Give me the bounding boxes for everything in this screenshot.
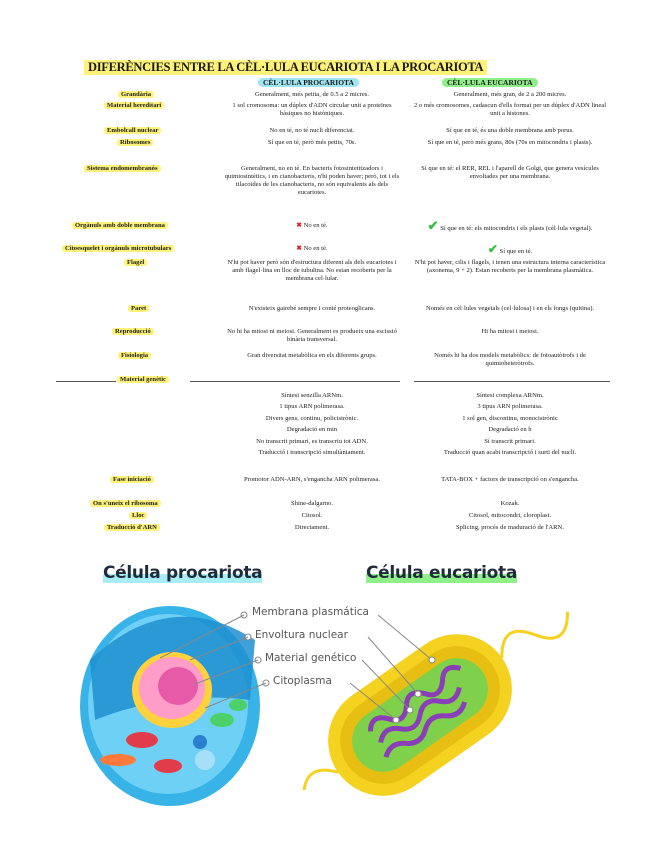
row-label: Fase iniciació [110,476,154,484]
eucariota-cell: Sí que en té: el RER, REL i l'aparell de Golgi, que genera vesícules envoltades per una membrana. [421,165,599,180]
row-label: Flagel [124,259,147,267]
row-label: Material hereditari [104,102,164,110]
row-label: Grandària [118,91,154,99]
eucariota-cell: ✔ Sí que en té: els mitocondris i els plasts (cèl·lula vegetal). [427,218,593,233]
eucariota-cell: Sí que en té, és una doble membrana amb porus. [446,127,574,134]
eucariota-cell: TATA-BOX + factors de transcripció on s'engancha. [441,476,579,483]
row-label: Orgànuls amb doble membrana [72,222,168,230]
callout-membrana: Membrana plasmática [252,606,369,618]
eucariota-cell: Hi ha mitosi i meiosi. [481,328,539,335]
eucariota-cell: N'hi pot haver, cilis i flagels, i tenen una estructura interna característica (axonema, 9 + 2). Estan recoberts per la membrana plasmàtica. [414,259,606,274]
procariota-cell: Shine-dalgarno. [291,500,333,507]
row-label: Fisiologia [118,352,151,360]
eucariota-cell: Citosol, mitocondri, cloroplast. [468,512,552,519]
procariota-cell: Sí que en té, però més petits, 70s. [267,139,357,146]
procariota-cell: Directament. [294,524,330,531]
column-header-procariota: CÈL·LULA PROCARIOTA [258,78,359,87]
procariota-cell: Promotor ADN-ARN, s'engancha ARN polimerasa. [244,476,380,483]
eucariota-cell: Només en cèl·lules vegetals (cel·lulosa) i en els fongs (quitina). [425,305,595,312]
row-label: Reproducció [112,328,154,336]
procariota-cell: No en té, no té nucli diferenciat. [269,127,355,134]
cross-icon: ✖ [296,222,302,229]
eucariota-cell: Generalment, més gran, de 2 a 200 micres. [453,91,567,98]
check-icon: ✔ [487,242,498,256]
procariota-cell: Gran diversitat metabòlica en els diferents grups. [247,352,377,359]
eucariota-cell: Només hi ha dos models metabòlics: de fotoautòtrofs i de quimioheteròtrofs. [434,352,586,367]
row-label: Lloc [129,512,147,520]
blue-cell-drawing [80,606,260,806]
figure-title-eucariota: Célula eucariota [366,563,518,583]
check-icon: ✔ [427,218,439,233]
row-label: On s'uneix el ribosoma [90,500,161,508]
procariota-cell: N'existeix gairebé sempre i conté proteoglicans. [248,305,376,312]
eucariota-cell: Síntesi complexa ARNm. 3 tipus ARN polimerasa. 1 sol gen, discontinu, monocistrònic Degradació en h Sí transcrit primari. Traducció quan acabi transcripció i surti del nucli. [443,392,577,456]
callout-material: Material genético [265,652,357,664]
eucariota-cell: 2 o més cromosomes, cadascun d'ells format per un dúplex d'ADN lineal unit a histones. [413,102,607,117]
procariota-cell: Citosol. [301,512,323,519]
document-title: DIFERÈNCIES ENTRE LA CÈL·LULA EUCARIOTA I LA PROCARIOTA [84,60,487,75]
row-label: Embolcall nuclear [104,127,161,135]
callout-citoplasma: Citoplasma [273,675,332,687]
procariota-cell: 1 sol cromosoma: un dúplex d'ADN circular unit a proteïnes bàsiques no històniques. [232,102,392,117]
column-header-eucariota: CÈL·LULA EUCARIOTA [442,78,538,87]
procariota-cell: ✖ No en té. [296,222,328,229]
row-label: Material genètic [117,376,169,384]
eucariota-cell: ✔ Sí que en té. [487,242,533,256]
eucariota-cell: Splicing, procés de maduració de l'ARN. [456,524,564,531]
row-label: Ribosomes [117,139,153,147]
callout-envoltura: Envoltura nuclear [255,629,348,641]
figure-title-procariota: Célula procariota [103,563,263,583]
procariota-cell: Generalment, més petita, de 0.5 a 2 micres. [254,91,370,98]
cross-icon: ✖ [296,245,302,252]
row-label: Citoesquelet i orgànuls microtubulars [62,245,174,253]
procariota-cell: Generalment, no en té. En bacteris fotosintetitzadors i quimiosintètics, i en cianobacteris, n'hi poden haver; però, tot i els tilacoides de les cianobacteris, no són equivalents als dels eucariotes. [224,165,400,196]
row-label: Sistema endomembranós [84,165,161,173]
eucariota-cell: Sí que en té, però més grans, 80s (70s en mitocondris i plasts). [427,139,593,146]
row-label: Paret [128,305,149,313]
procariota-cell: N'hi pot haver però són d'estructura diferent als dels eucariotes i amb flagel·lina en lloc de tubulina. No estan recoberts per la membrana cel·lular. [227,259,397,282]
procariota-cell: ✖ No en té. [296,245,328,252]
procariota-cell: No hi ha mitosi ni meiosi. Generalment es produeix una escissió binària transversal. [227,328,397,343]
row-label: Traducció d'ARN [104,524,160,532]
procariota-cell: Síntesi senzilla ARNm. 1 tipus ARN polimerasa. Divers gens, continu, policistrònic. Degradació en min No transcrit primari, es transcriu tot ADN. Traducció i transcripció simultàniament. [256,392,368,456]
eucariota-cell: Kozak. [500,500,520,507]
